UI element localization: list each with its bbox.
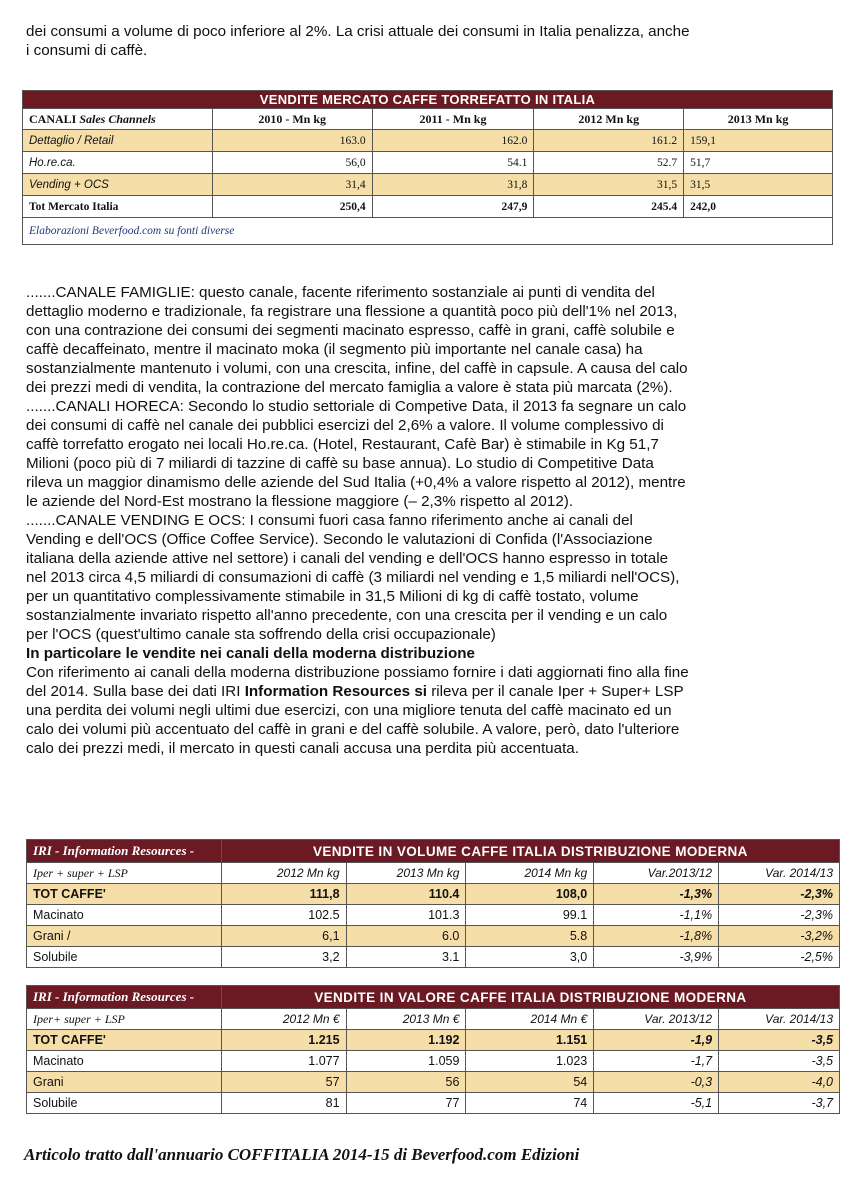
table-cell: -1,7 (594, 1051, 719, 1072)
column-header: Var.2013/12 (594, 863, 719, 884)
table-cell: 6.0 (346, 926, 466, 947)
table-cell: 110.4 (346, 884, 466, 905)
text-line: dei prezzi medi di vendita, la contrazione del mercato famiglia a valore è stata più marcata (2%). (26, 379, 673, 396)
table-row (27, 1093, 840, 1114)
row-label: Dettaglio / Retail (23, 130, 213, 152)
table-cell: 31,5 (684, 174, 833, 196)
text-line: calo dei prezzi medi, il mercato in questi canali accusa una perdita più accentuata. (26, 740, 579, 757)
table-cell: 161.2 (534, 130, 684, 152)
table-cell: 1.059 (346, 1051, 466, 1072)
column-header: 2010 - Mn kg (212, 109, 372, 130)
table-cell: 52.7 (534, 152, 684, 174)
table-cell: 3.1 (346, 947, 466, 968)
text-line: .......CANALE VENDING E OCS: I consumi fuori casa fanno riferimento anche ai canali del (26, 512, 633, 529)
table-cell: 3,0 (466, 947, 594, 968)
text-line: sostanzialmente invariato rispetto all'anno precedente, con una crescita per il vending e un calo (26, 607, 668, 624)
intro-paragraph (26, 22, 832, 60)
table-cell: -2,5% (719, 947, 840, 968)
column-header: Var. 2014/13 (719, 1009, 840, 1030)
table-cell: -2,3% (719, 905, 840, 926)
table-row (27, 1030, 840, 1051)
table-cell: 1.023 (466, 1051, 594, 1072)
text-line: dettaglio moderno e tradizionale, fa registrare una flessione a quantità poco più dell'1% nel 2013, (26, 303, 678, 320)
table-cell: 3,2 (221, 947, 346, 968)
column-header: 2013 Mn € (346, 1009, 466, 1030)
table-cell: -0,3 (594, 1072, 719, 1093)
table-mercato-torrefatto (22, 90, 833, 245)
table-row (23, 130, 833, 152)
table-cell: 81 (221, 1093, 346, 1114)
table-cell: 54 (466, 1072, 594, 1093)
text-line: le aziende del Nord-Est mostrano la flessione maggiore (– 2,3% rispetto al 2012). (26, 493, 574, 510)
intro-line: dei consumi a volume di poco inferiore al 2%. La crisi attuale dei consumi in Italia penalizza, anche (26, 23, 690, 40)
channels-paragraph (26, 283, 832, 758)
text-line: italiana della aziende attive nel settore) i canali del vending e dell'OCS hanno espresso in totale (26, 550, 669, 567)
table-title: VENDITE MERCATO CAFFE TORREFATTO IN ITALIA (23, 91, 833, 109)
footer-citation: Articolo tratto dall'annuario COFFITALIA 2014-15 di Beverfood.com Edizioni (24, 1145, 580, 1164)
column-header: 2011 - Mn kg (372, 109, 534, 130)
table-cell: 77 (346, 1093, 466, 1114)
table-row (27, 947, 840, 968)
table-cell: -2,3% (719, 884, 840, 905)
text-line: Vending e dell'OCS (Office Coffee Service). Secondo le valutazioni di Confida (l'Associazione (26, 531, 653, 548)
row-label: Solubile (27, 1093, 222, 1114)
text-line: per un quantitativo complessivamente stimabile in 31,5 Milioni di kg di caffè tostato, volume (26, 588, 639, 605)
text-line: nel 2013 circa 4,5 miliardi di consumazioni di caffè (3 miliardi nel vending e 1,5 miliardi nell'OCS), (26, 569, 680, 586)
row-label: Solubile (27, 947, 222, 968)
table-row (27, 905, 840, 926)
table-cell: 162.0 (372, 130, 534, 152)
text-line: per l'OCS (quest'ultimo canale sta soffrendo della crisi occupazionale) (26, 626, 496, 643)
row-label: Grani / (27, 926, 222, 947)
table-row (27, 884, 840, 905)
row-label: TOT CAFFE' (27, 1030, 222, 1051)
column-header: Var. 2013/12 (594, 1009, 719, 1030)
table-source-label: IRI - Information Resources - (27, 986, 222, 1009)
row-label: Ho.re.ca. (23, 152, 213, 174)
table-cell: 5.8 (466, 926, 594, 947)
text-line: .......CANALE FAMIGLIE: questo canale, facente riferimento sostanziale ai punti di vendita del (26, 284, 655, 301)
table-cell: -4,0 (719, 1072, 840, 1093)
row-label: TOT CAFFE' (27, 884, 222, 905)
column-header: Iper+ super + LSP (27, 1009, 222, 1030)
text-line: caffè torrefatto erogato nei locali Ho.re.ca. (Hotel, Restaurant, Cafè Bar) è stimabile in Kg 51,7 (26, 436, 659, 453)
table-cell: 31,4 (212, 174, 372, 196)
table-cell: -1,1% (594, 905, 719, 926)
table-row (27, 926, 840, 947)
text-line: del 2014. Sulla base dei dati IRI Information Resources si rileva per il canale Iper + Super+ LSP (26, 683, 684, 700)
column-header: Var. 2014/13 (719, 863, 840, 884)
table-cell: 99.1 (466, 905, 594, 926)
table-row (23, 152, 833, 174)
table-row (23, 174, 833, 196)
table-row (27, 1051, 840, 1072)
table-cell: 108,0 (466, 884, 594, 905)
table-cell: 51,7 (684, 152, 833, 174)
table-cell: 247,9 (372, 196, 534, 218)
table-cell: -3,2% (719, 926, 840, 947)
table-title-row (27, 840, 840, 863)
column-header: 2013 Mn kg (684, 109, 833, 130)
table-cell: 31,5 (534, 174, 684, 196)
table-cell: -1,9 (594, 1030, 719, 1051)
column-header: Iper + super + LSP (27, 863, 222, 884)
column-header: 2012 Mn kg (221, 863, 346, 884)
table-cell: -1,8% (594, 926, 719, 947)
table-source-note: Elaborazioni Beverfood.com su fonti diverse (23, 218, 833, 245)
table-cell: -1,3% (594, 884, 719, 905)
table-cell: -3,7 (719, 1093, 840, 1114)
text-line: con una contrazione dei consumi dei segmenti macinato espresso, caffè in grani, caffè solubile e (26, 322, 675, 339)
table-cell: 1.151 (466, 1030, 594, 1051)
table-cell: 163.0 (212, 130, 372, 152)
table-source-label: IRI - Information Resources - (27, 840, 222, 863)
text-line: rileva un maggior dinamismo delle aziende del Sud Italia (+0,4% a valore rispetto al 2012), mentre (26, 474, 686, 491)
table-cell: 54.1 (372, 152, 534, 174)
table-cell: 111,8 (221, 884, 346, 905)
table-cell: 31,8 (372, 174, 534, 196)
table-title: VENDITE IN VOLUME CAFFE ITALIA DISTRIBUZIONE MODERNA (221, 840, 839, 863)
column-header: CANALI Sales Channels (23, 109, 213, 130)
column-header: 2012 Mn kg (534, 109, 684, 130)
table-cell: 56 (346, 1072, 466, 1093)
table-title-row (27, 986, 840, 1009)
table-cell: 1.077 (221, 1051, 346, 1072)
column-header: 2014 Mn kg (466, 863, 594, 884)
table-header-row (27, 863, 840, 884)
table-cell: 102.5 (221, 905, 346, 926)
table-header-row (23, 109, 833, 130)
row-label: Grani (27, 1072, 222, 1093)
table-row (23, 196, 833, 218)
table-header-row (27, 1009, 840, 1030)
row-label: Vending + OCS (23, 174, 213, 196)
table-volume-distribuzione (26, 839, 840, 968)
column-header: 2012 Mn € (221, 1009, 346, 1030)
column-header: 2014 Mn € (466, 1009, 594, 1030)
section-heading: In particolare le vendite nei canali della moderna distribuzione (26, 645, 475, 662)
text-line: dei consumi di caffè nel canale dei pubblici esercizi del 2,6% a valore. Il volume complessivo di (26, 417, 664, 434)
text-line: una perdita dei volumi negli ultimi due esercizi, con una migliore tenuta del caffè macinato ed un (26, 702, 672, 719)
text-line: sostanzialmente mantenuto i volumi, con una crescita, infine, del caffè in capsule. A causa del calo (26, 360, 688, 377)
intro-line: i consumi di caffè. (26, 42, 148, 59)
table-title: VENDITE IN VALORE CAFFE ITALIA DISTRIBUZIONE MODERNA (221, 986, 839, 1009)
table-cell: 56,0 (212, 152, 372, 174)
table-cell: -5,1 (594, 1093, 719, 1114)
text-line: Con riferimento ai canali della moderna distribuzione possiamo fornire i dati aggiornati fino alla fine (26, 664, 689, 681)
table-cell: 57 (221, 1072, 346, 1093)
table-cell: -3,5 (719, 1030, 840, 1051)
table-valore-distribuzione (26, 985, 840, 1114)
table-cell: -3,9% (594, 947, 719, 968)
table-cell: 6,1 (221, 926, 346, 947)
table-cell: -3,5 (719, 1051, 840, 1072)
text-line: caffè decaffeinato, mentre il macinato moka (il segmento più importante nel canale casa) ha (26, 341, 643, 358)
text-line: calo dei volumi più accentuato del caffè in grani e del caffè solubile. A valore, però, dato l'ulteriore (26, 721, 680, 738)
row-label: Macinato (27, 1051, 222, 1072)
table-cell: 1.192 (346, 1030, 466, 1051)
row-label: Tot Mercato Italia (23, 196, 213, 218)
table-cell: 74 (466, 1093, 594, 1114)
text-line: .......CANALI HORECA: Secondo lo studio settoriale di Competive Data, il 2013 fa segnare un calo (26, 398, 687, 415)
table-cell: 159,1 (684, 130, 833, 152)
text-line: Milioni (poco più di 7 miliardi di tazzine di caffè su base annua). Lo studio di Competitive Data (26, 455, 654, 472)
table-cell: 1.215 (221, 1030, 346, 1051)
table-cell: 250,4 (212, 196, 372, 218)
table-cell: 245.4 (534, 196, 684, 218)
table-cell: 242,0 (684, 196, 833, 218)
table-cell: 101.3 (346, 905, 466, 926)
row-label: Macinato (27, 905, 222, 926)
column-header: 2013 Mn kg (346, 863, 466, 884)
table-row (27, 1072, 840, 1093)
